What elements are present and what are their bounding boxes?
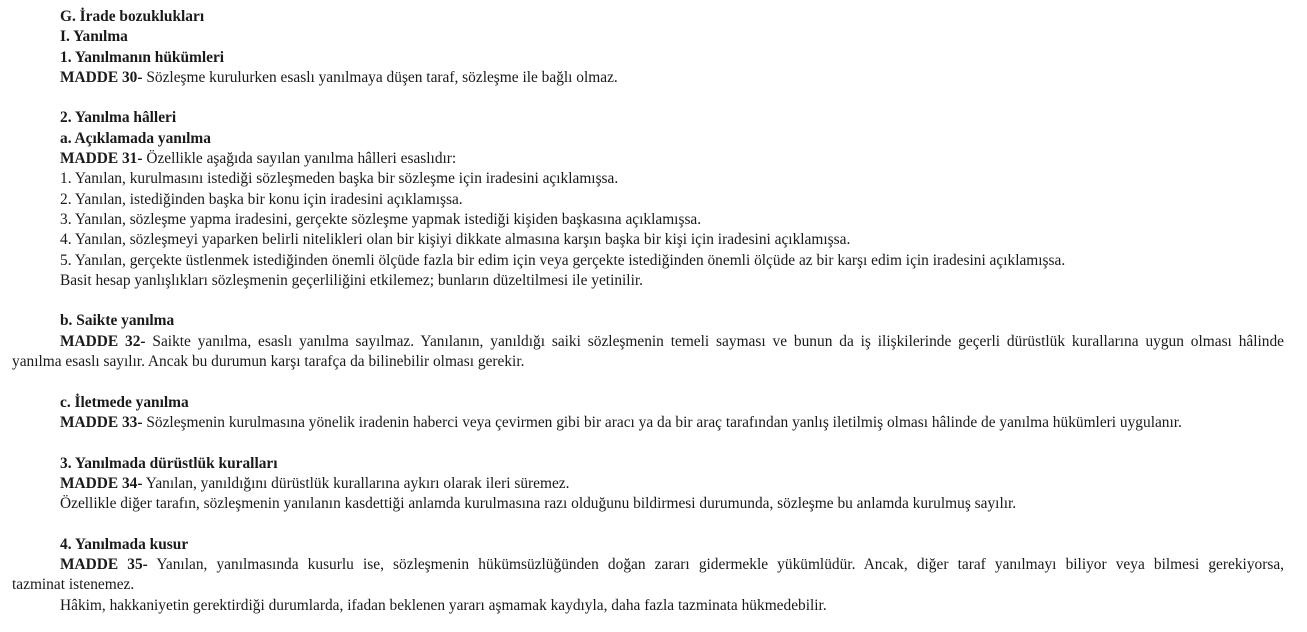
- article-line: [0, 149, 1307, 169]
- article-label: MADDE 31-: [60, 150, 143, 168]
- body-line: [0, 251, 1307, 271]
- blank-line: [0, 514, 1307, 534]
- heading-text: c. İletmede yanılma: [60, 393, 189, 411]
- blank-line: [0, 372, 1307, 392]
- body-text: 1. Yanılan, kurulmasını istediği sözleşmeden başka bir sözleşme için iradesini açıklamışsa.: [60, 170, 619, 188]
- blank-line: [0, 88, 1307, 108]
- section-heading: [0, 108, 1307, 128]
- heading-text: 1. Yanılmanın hükümleri: [60, 48, 225, 66]
- article-text: Saikte yanılma, esaslı yanılma sayılmaz. Yanılanın, yanıldığı saiki sözleşmenin temeli sayması ve bunun da iş ilişkilerinde geçerli dürüstlük kurallarına uygun olması hâlinde: [145, 332, 1285, 350]
- article-text: Sözleşmenin kurulmasına yönelik iradenin haberci veya çevirmen gibi bir aracı ya da bir araç tarafından yanlış iletilmiş olması hâlinde de yanılma hükümleri uygulanır.: [142, 413, 1182, 431]
- document-page: [0, 7, 1307, 616]
- section-heading: [0, 7, 1307, 27]
- section-heading: [0, 535, 1307, 555]
- article-line: [0, 413, 1307, 433]
- section-heading: [0, 311, 1307, 331]
- article-text: Özellikle aşağıda sayılan yanılma hâlleri esaslıdır:: [142, 150, 457, 168]
- body-text: 3. Yanılan, sözleşme yapma iradesini, gerçekte sözleşme yapmak istediği kişiden başkasına açıklamışsa.: [60, 210, 702, 228]
- article-label: MADDE 32-: [60, 332, 146, 350]
- continuation-line: [0, 352, 1307, 372]
- heading-text: a. Açıklamada yanılma: [60, 129, 211, 147]
- heading-text: 4. Yanılmada kusur: [60, 535, 189, 553]
- article-label: MADDE 30-: [60, 68, 143, 86]
- blank-line: [0, 433, 1307, 453]
- article-line: [0, 474, 1307, 494]
- article-label: MADDE 33-: [60, 413, 143, 431]
- article-line: [0, 332, 1284, 352]
- heading-text: 3. Yanılmada dürüstlük kuralları: [60, 454, 278, 472]
- article-label: MADDE 35-: [60, 556, 148, 574]
- blank-line: [0, 291, 1307, 311]
- body-line: [0, 494, 1307, 514]
- heading-text: 2. Yanılma hâlleri: [60, 109, 177, 127]
- body-line: [0, 169, 1307, 189]
- body-line: [0, 271, 1307, 291]
- article-text: Yanılan, yanıldığını dürüstlük kurallarına aykırı olarak ileri süremez.: [142, 474, 570, 492]
- article-text: Sözleşme kurulurken esaslı yanılmaya düşen taraf, sözleşme ile bağlı olmaz.: [142, 68, 618, 86]
- body-text: 2. Yanılan, istediğinden başka bir konu için iradesini açıklamışsa.: [60, 190, 463, 208]
- body-text: Basit hesap yanlışlıkları sözleşmenin geçerliliğini etkilemez; bunların düzeltilmesi ile yetinilir.: [60, 271, 643, 289]
- body-text: 5. Yanılan, gerçekte üstlenmek istediğinden önemli ölçüde fazla bir edim için veya gerçekte istediğinden önemli ölçüde az bir karşı edim için iradesini açıklamışsa.: [60, 251, 1066, 269]
- body-line: [0, 190, 1307, 210]
- body-text: Özellikle diğer tarafın, sözleşmenin yanılanın kasdettiği anlamda kurulmasına razı olduğunu bildirmesi durumunda, sözleşme bu anlamda kurulmuş sayılır.: [60, 495, 1017, 513]
- heading-text: I. Yanılma: [60, 28, 128, 46]
- body-text: tazminat istenemez.: [12, 576, 135, 594]
- section-heading: [0, 27, 1307, 47]
- section-heading: [0, 454, 1307, 474]
- body-text: 4. Yanılan, sözleşmeyi yaparken belirli nitelikleri olan bir kişiyi dikkate almasına karşın başka bir kişi için iradesini açıklamışsa.: [60, 231, 851, 249]
- continuation-line: [0, 575, 1307, 595]
- article-line: [0, 555, 1284, 575]
- body-text: Hâkim, hakkaniyetin gerektirdiği durumlarda, ifadan beklenen yararı aşmamak kaydıyla, daha fazla tazminata hükmedebilir.: [60, 596, 827, 614]
- section-heading: [0, 393, 1307, 413]
- section-heading: [0, 129, 1307, 149]
- section-heading: [0, 48, 1307, 68]
- article-text: Yanılan, yanılmasında kusurlu ise, sözleşmenin hükümsüzlüğünden doğan zararı gidermekle yükümlüdür. Ancak, diğer taraf yanılmayı biliyor veya bilmesi gerekiyorsa,: [147, 556, 1285, 574]
- body-line: [0, 596, 1307, 616]
- body-line: [0, 210, 1307, 230]
- article-line: [0, 68, 1307, 88]
- heading-text: b. Saikte yanılma: [60, 312, 175, 330]
- article-label: MADDE 34-: [60, 474, 143, 492]
- heading-text: G. İrade bozuklukları: [60, 8, 205, 25]
- body-line: [0, 230, 1307, 250]
- body-text: yanılma esaslı sayılır. Ancak bu durumun karşı tarafça da bilinebilir olması gerekir.: [12, 353, 525, 371]
